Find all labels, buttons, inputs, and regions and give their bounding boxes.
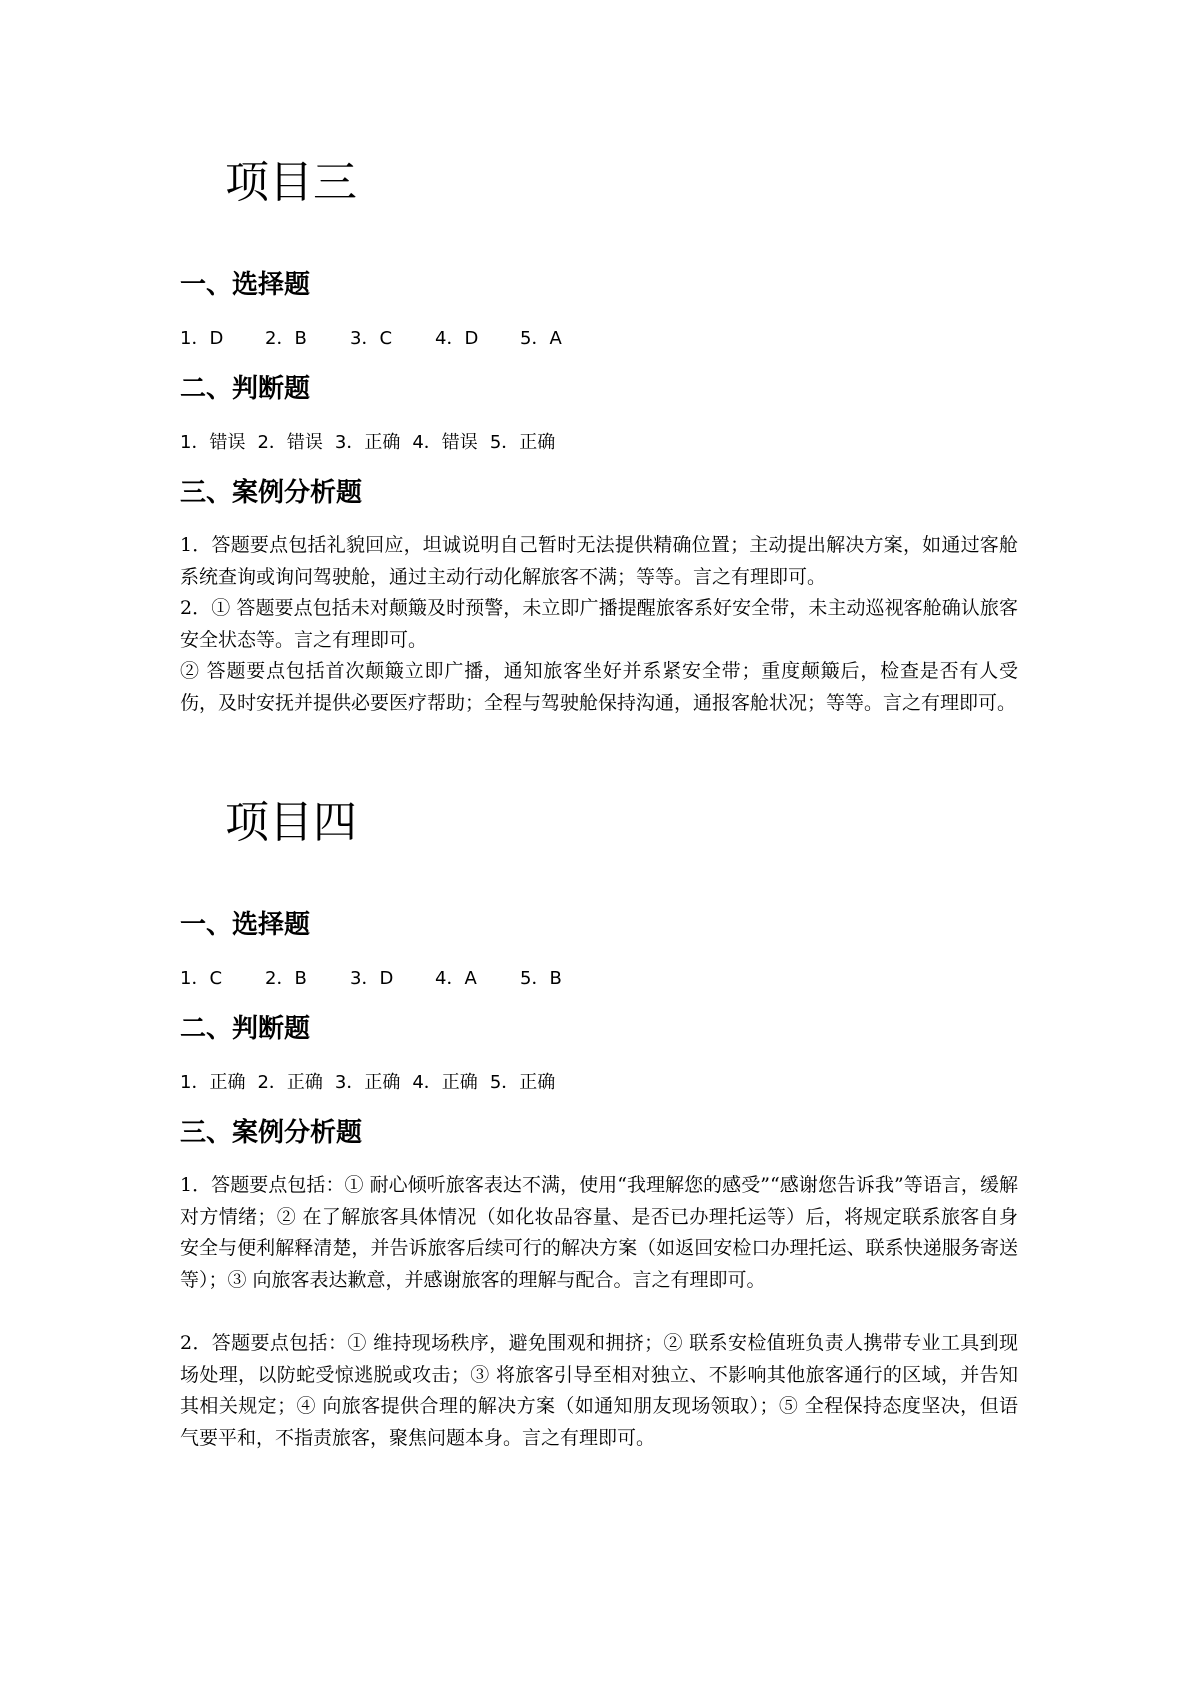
answer-item: 4．错误: [412, 432, 478, 453]
answer-item: 2．B: [265, 968, 307, 989]
answer-item: 5．正确: [489, 432, 556, 453]
answer-item: 2．错误: [257, 432, 323, 453]
answer-item: 3．正确: [334, 432, 401, 453]
judge-heading: 二、判断题: [180, 1014, 311, 1044]
answer-item: 3．C: [350, 328, 393, 349]
answer-item: 1．C: [180, 968, 223, 989]
case-heading: 三、案例分析题: [180, 1118, 363, 1148]
answer-item: 1．D: [180, 328, 224, 349]
choice-answers: [180, 966, 605, 992]
answer-item: 3．正确: [334, 1072, 401, 1093]
answer-item: 3．D: [350, 968, 394, 989]
answer-item: 2．B: [265, 328, 307, 349]
judge-answers: [180, 430, 567, 456]
case-paragraph: 1．答题要点包括：① 耐心倾听旅客表达不满，使用“我理解您的感受”“感谢您告诉我”等语言，缓解对方情绪；② 在了解旅客具体情况（如化妆品容量、是否已办理托运等）后，将规定联系旅客自身安全与便利解释清楚，并告诉旅客后续可行的解决方案（如返回安检口办理托运、联系快递服务寄送等）；③ 向旅客表达歉意，并感谢旅客的理解与配合。言之有理即可。: [180, 1174, 1018, 1291]
answer-item: 4．正确: [412, 1072, 478, 1093]
case-heading: 三、案例分析题: [180, 478, 363, 508]
answer-item: 5．正确: [489, 1072, 556, 1093]
answer-item: 4．A: [435, 968, 477, 989]
answer-item: 4．D: [435, 328, 479, 349]
project-title: 项目四: [225, 797, 357, 848]
answer-item: 2．正确: [257, 1072, 323, 1093]
choice-heading: 一、选择题: [180, 910, 311, 940]
judge-answers: [180, 1070, 567, 1096]
answer-item: 5．A: [520, 328, 562, 349]
judge-heading: 二、判断题: [180, 374, 311, 404]
case-paragraph: 2．答题要点包括：① 维持现场秩序，避免围观和拥挤；② 联系安检值班负责人携带专业工具到现场处理，以防蛇受惊逃脱或攻击；③ 将旅客引导至相对独立、不影响其他旅客通行的区域，并告知其相关规定；④ 向旅客提供合理的解决方案（如通知朋友现场领取）；⑤ 全程保持态度坚决，但语气要平和，不指责旅客，聚焦问题本身。言之有理即可。: [180, 1332, 1018, 1449]
choice-heading: 一、选择题: [180, 270, 311, 300]
case-paragraph: ② 答题要点包括首次颠簸立即广播，通知旅客坐好并系紧安全带；重度颠簸后，检查是否有人受伤，及时安抚并提供必要医疗帮助；全程与驾驶舱保持沟通，通报客舱状况；等等。言之有理即可。: [180, 660, 1018, 714]
choice-answers: [180, 326, 605, 352]
answer-item: 1．正确: [180, 1072, 246, 1093]
case-paragraph: 1．答题要点包括礼貌回应，坦诚说明自己暂时无法提供精确位置；主动提出解决方案，如通过客舱系统查询或询问驾驶舱，通过主动行动化解旅客不满；等等。言之有理即可。: [180, 534, 1018, 588]
project-title: 项目三: [225, 157, 357, 208]
case-paragraph: 2．① 答题要点包括未对颠簸及时预警，未立即广播提醒旅客系好安全带，未主动巡视客舱确认旅客安全状态等。言之有理即可。: [180, 597, 1018, 651]
answer-item: 5．B: [520, 968, 562, 989]
answer-item: 1．错误: [180, 432, 246, 453]
